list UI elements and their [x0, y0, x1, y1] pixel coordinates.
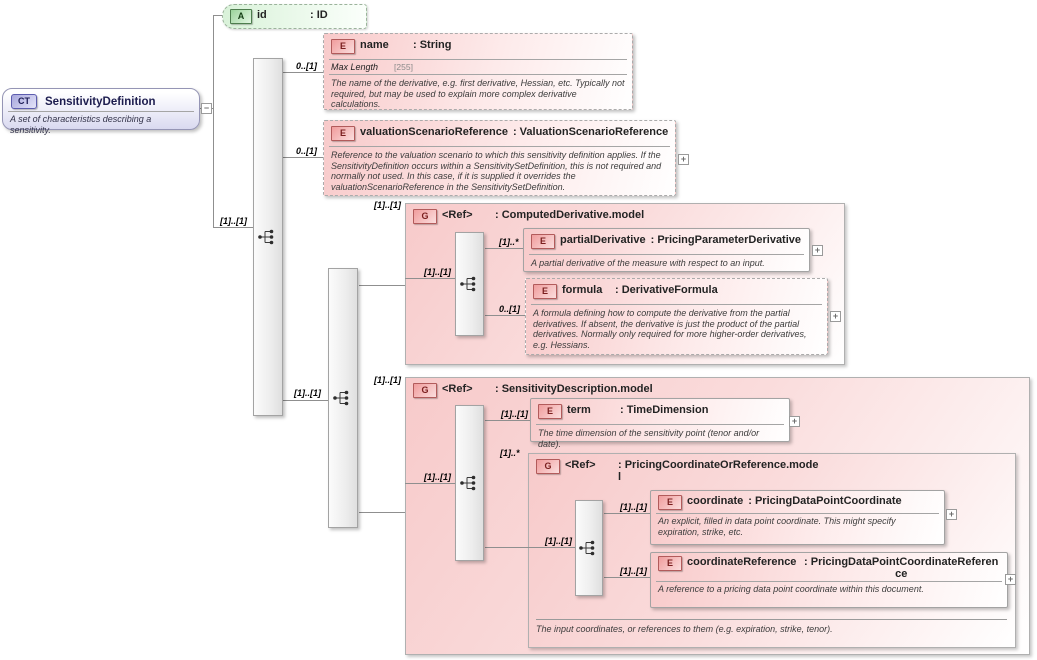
connector — [359, 285, 405, 286]
sequence-icon — [332, 389, 354, 407]
cardinality-label: [1]..[1] — [424, 267, 451, 277]
connector — [214, 227, 253, 228]
group-badge-icon: G — [413, 383, 437, 398]
connector — [283, 400, 328, 401]
sequence-icon — [578, 539, 600, 557]
expand-toggle-icon[interactable]: + — [789, 416, 800, 427]
connector — [213, 15, 222, 16]
element-description: A partial derivative of the measure with respect to an input. — [531, 258, 765, 268]
element-type-label: : PricingDataPointCoordinate — [748, 495, 902, 507]
element-description: The name of the derivative, e.g. first derivative, Hessian, etc. Typically not required, but may be used to explain more complex derivative calculations. — [331, 78, 625, 109]
element-type-label: : TimeDimension — [620, 404, 709, 416]
complex-type-badge-icon: CT — [11, 94, 37, 109]
connector — [604, 577, 650, 578]
connector — [485, 248, 523, 249]
attribute-id[interactable] — [222, 4, 367, 29]
element-name[interactable] — [323, 33, 633, 110]
attribute-badge-icon: A — [230, 9, 252, 24]
cardinality-label: [1]..* — [499, 237, 519, 247]
facet-name-label: Max Length — [331, 62, 379, 72]
element-badge-icon: E — [331, 126, 355, 141]
element-partial-derivative[interactable] — [523, 228, 810, 272]
element-badge-icon: E — [531, 234, 555, 249]
group-ref-label: <Ref> — [565, 459, 596, 471]
cardinality-label: [1]..[1] — [501, 409, 528, 419]
cardinality-label: [1]..* — [500, 448, 520, 458]
cardinality-label: [1]..[1] — [220, 216, 247, 226]
cardinality-label: [1]..[1] — [294, 388, 321, 398]
group-header — [529, 454, 1015, 485]
attribute-type-label: : ID — [310, 9, 328, 21]
connector — [359, 512, 405, 513]
complex-type-sensitivity-definition[interactable] — [2, 88, 200, 135]
group-footer-note: The input coordinates, or references to them (e.g. expiration, strike, tenor). — [536, 619, 1007, 634]
group-type-label: : PricingCoordinateOrReference.model — [618, 459, 819, 483]
group-badge-icon: G — [536, 459, 560, 474]
sequence-icon — [459, 474, 481, 492]
group-ref-label: <Ref> — [442, 209, 473, 221]
element-name-label: coordinateReference — [687, 556, 797, 568]
element-name-label: valuationScenarioReference — [360, 126, 508, 138]
element-type-label: : PricingParameterDerivative — [650, 234, 802, 246]
group-header — [406, 378, 1029, 400]
group-type-label: : SensitivityDescription.model — [495, 383, 653, 395]
cardinality-label: [1]..[1] — [620, 502, 647, 512]
element-description: Reference to the valuation scenario to which this sensitivity definition applies. If the SensitivityDefinition occurs within a SensitivitySetDefinition, this is not required and normally not used. In this case, if it is supplied it overrides the valuationScenarioReference in the SensitivitySetDefinition. — [331, 150, 662, 192]
element-name-label: partialDerivative — [560, 234, 646, 246]
element-term[interactable] — [530, 398, 790, 449]
element-coordinate-reference[interactable] — [650, 552, 1008, 608]
sequence-compositor-bar — [455, 405, 484, 561]
element-description: The time dimension of the sensitivity point (tenor and/or date). — [538, 428, 760, 449]
sequence-icon — [257, 228, 279, 246]
connector — [485, 420, 530, 421]
element-description: An explicit, filled in data point coordinate. This might specify expiration, strike, etc. — [658, 516, 896, 537]
element-badge-icon: E — [533, 284, 557, 299]
cardinality-label: 0..[1] — [296, 146, 318, 156]
cardinality-label: [1]..[1] — [545, 536, 572, 546]
element-type-label: : DerivativeFormula — [615, 284, 718, 296]
connector — [283, 157, 323, 158]
connector — [604, 513, 650, 514]
connector — [405, 483, 455, 484]
sequence-compositor-bar — [455, 232, 484, 336]
group-header — [406, 204, 844, 226]
element-description: A formula defining how to compute the derivative from the partial derivatives. If absent, the derivative is just the product of the partial derivatives. Normally only required for more higher-order derivatives, e.g. Hessians. — [533, 308, 807, 350]
connector — [213, 15, 214, 228]
element-name-label: formula — [562, 284, 603, 296]
sequence-compositor-bar — [253, 58, 283, 416]
attribute-name-label: id — [257, 9, 267, 21]
complex-type-description: A set of characteristics describing a sensitivity. — [10, 114, 152, 135]
facet-max-length — [324, 60, 632, 72]
element-type-label: : String — [413, 39, 452, 51]
element-badge-icon: E — [331, 39, 355, 54]
element-badge-icon: E — [538, 404, 562, 419]
element-name-label: name — [360, 39, 389, 51]
element-coordinate[interactable] — [650, 490, 945, 545]
cardinality-label: 0..[1] — [296, 61, 318, 71]
group-type-label: : ComputedDerivative.model — [495, 209, 645, 221]
element-valuation-scenario-reference[interactable] — [323, 120, 676, 196]
collapse-toggle-icon[interactable]: − — [201, 103, 212, 114]
sequence-compositor-bar — [575, 500, 603, 596]
connector — [485, 315, 525, 316]
group-ref-label: <Ref> — [442, 383, 473, 395]
element-name-label: term — [567, 404, 591, 416]
element-formula[interactable] — [525, 278, 828, 355]
element-type-label: : ValuationScenarioReference — [512, 126, 669, 138]
facet-value-label: [255] — [394, 62, 413, 72]
sequence-compositor-bar — [328, 268, 358, 528]
cardinality-label: [1]..[1] — [374, 375, 401, 385]
element-badge-icon: E — [658, 495, 682, 510]
element-type-label: : PricingDataPointCoordinateReference — [804, 556, 999, 580]
expand-toggle-icon[interactable]: + — [812, 245, 823, 256]
cardinality-label: [1]..[1] — [620, 566, 647, 576]
cardinality-label: 0..[1] — [499, 304, 521, 314]
group-badge-icon: G — [413, 209, 437, 224]
sequence-icon — [459, 275, 481, 293]
expand-toggle-icon[interactable]: + — [830, 311, 841, 322]
cardinality-label: [1]..[1] — [374, 200, 401, 210]
connector — [283, 72, 323, 73]
element-description: A reference to a pricing data point coordinate within this document. — [658, 584, 924, 594]
connector — [405, 278, 455, 279]
complex-type-title: SensitivityDefinition — [45, 95, 156, 108]
element-name-label: coordinate — [687, 495, 744, 507]
expand-toggle-icon[interactable]: + — [946, 509, 957, 520]
cardinality-label: [1]..[1] — [424, 472, 451, 482]
expand-toggle-icon[interactable]: + — [678, 154, 689, 165]
connector — [485, 547, 575, 548]
element-badge-icon: E — [658, 556, 682, 571]
expand-toggle-icon[interactable]: + — [1005, 574, 1016, 585]
